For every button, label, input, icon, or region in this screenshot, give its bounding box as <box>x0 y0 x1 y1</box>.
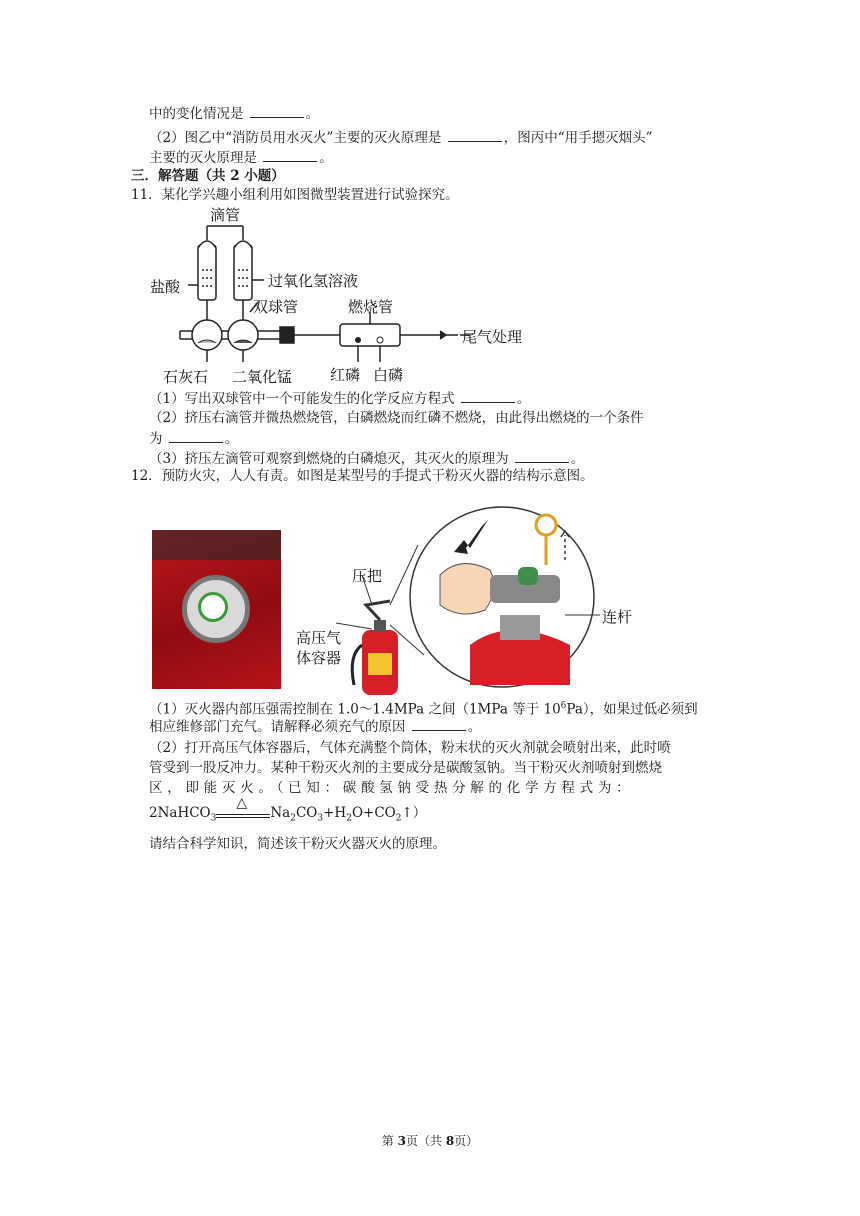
superscript: 6 <box>560 701 567 711</box>
label-white-phosphorus: 白磷 <box>373 366 404 384</box>
question-12-part-3: 请结合科学知识，简述该干粉灭火器灭火的原理。 <box>149 836 446 852</box>
text-line-2 <box>149 127 653 148</box>
question-12-part-1-cont <box>149 716 481 737</box>
label-exhaust-treatment: 尾气处理 <box>462 328 523 346</box>
label-connecting-rod: 连杆 <box>602 608 633 626</box>
text: 中的变化情况是 <box>149 106 244 122</box>
text: 。 <box>319 150 333 166</box>
label-limestone: 石灰石 <box>163 368 209 386</box>
text: 为 <box>149 431 163 447</box>
answer-blank <box>169 428 223 443</box>
label-red-phosphorus: 红磷 <box>330 366 361 384</box>
text: 。 <box>305 106 320 122</box>
text: （3）挤压左滴管可观察到燃烧的白磷熄灭，其灭火的原理为 <box>149 451 509 467</box>
page-number: 3 <box>397 1134 406 1148</box>
eq-text: 2NaHCO <box>149 805 211 821</box>
text: （2）图乙中“消防员用水灭火”主要的灭火原理是 <box>149 130 442 146</box>
total-pages: 8 <box>445 1134 455 1148</box>
footer-text: 第 <box>381 1134 398 1148</box>
subscript: 3 <box>210 813 217 824</box>
text: （1）灭火器内部压强需控制在 1.0～1.4MPa 之间（1MPa 等于 10 <box>149 701 561 718</box>
question-11-part-2-cont <box>149 428 238 449</box>
label-double-bulb-tube: 双球管 <box>253 298 299 316</box>
answer-blank <box>461 388 515 403</box>
text: 。 <box>224 431 239 447</box>
footer-text: 页） <box>454 1134 479 1148</box>
text: 主要的灭火原理是 <box>149 150 257 166</box>
label-handle: 压把 <box>352 567 383 585</box>
label-gas-container-2: 体容器 <box>296 649 342 667</box>
label-dropper: 滴管 <box>210 206 241 224</box>
page-footer <box>0 1132 860 1149</box>
text: 。 <box>570 451 585 467</box>
eq-text: ↑） <box>401 805 427 821</box>
question-12-part-2-cont: 管受到一股反冲力。某种干粉灭火剂的主要成分是碳酸氢钠。当干粉灭火剂喷射到燃烧 <box>149 760 662 776</box>
label-gas-container-1: 高压气 <box>296 629 342 647</box>
question-11-part-1 <box>149 388 530 409</box>
subscript: 2 <box>290 813 296 824</box>
chemical-equation <box>149 794 427 829</box>
answer-blank <box>448 127 502 142</box>
label-hydrogen-peroxide: 过氧化氢溶液 <box>268 272 359 290</box>
answer-blank <box>412 716 466 731</box>
question-12-part-2: （2）打开高压气体容器后，气体充满整个筒体，粉末状的灭火剂就会喷射出来，此时喷 <box>149 740 671 756</box>
question-12-stem: 12．预防火灾，人人有责。如图是某型号的手提式干粉灭火器的结构示意图。 <box>131 468 594 484</box>
label-burning-tube: 燃烧管 <box>348 298 394 316</box>
answer-blank <box>250 103 304 118</box>
text: 。 <box>516 391 531 407</box>
label-manganese-dioxide: 二氧化锰 <box>232 368 293 386</box>
footer-text: 页（共 <box>405 1134 446 1148</box>
eq-text: CO <box>295 805 318 821</box>
subscript: 2 <box>395 813 402 824</box>
section-heading: 三．解答题（共 2 小题） <box>131 168 285 184</box>
eq-text: +H <box>323 805 347 821</box>
subscript: 2 <box>346 813 352 824</box>
text-line-3 <box>149 147 333 168</box>
text-line-1 <box>149 103 319 124</box>
question-12-part-2-cont2: 区，即能灭火。（已知：碳酸氢钠受热分解的化学方程式为： <box>149 780 635 796</box>
answer-blank <box>515 448 569 463</box>
text: Pa），如果过低必须到 <box>566 701 698 718</box>
equation-arrow <box>216 794 270 821</box>
figure-11-apparatus <box>140 200 560 390</box>
subscript: 3 <box>317 813 324 824</box>
answer-blank <box>263 147 317 162</box>
text: （1）写出双球管中一个可能发生的化学反应方程式 <box>149 391 455 407</box>
question-11-part-2: （2）挤压右滴管并微热燃烧管，白磷燃烧而红磷不燃烧，由此得出燃烧的一个条件 <box>149 410 644 426</box>
text: ，图丙中“用手摁灭烟头” <box>503 130 653 146</box>
eq-text: O+CO <box>351 805 396 821</box>
text: 。 <box>467 719 482 735</box>
pressure-gauge-photo <box>152 530 281 689</box>
text: 相应维修部门充气。请解释必须充气的原因 <box>149 719 406 735</box>
eq-text: Na <box>270 805 291 821</box>
question-11-stem: 11．某化学兴趣小组利用如图微型装置进行试验探究。 <box>131 187 459 203</box>
heat-symbol: △ <box>236 794 248 811</box>
label-hydrochloric-acid: 盐酸 <box>150 278 181 296</box>
